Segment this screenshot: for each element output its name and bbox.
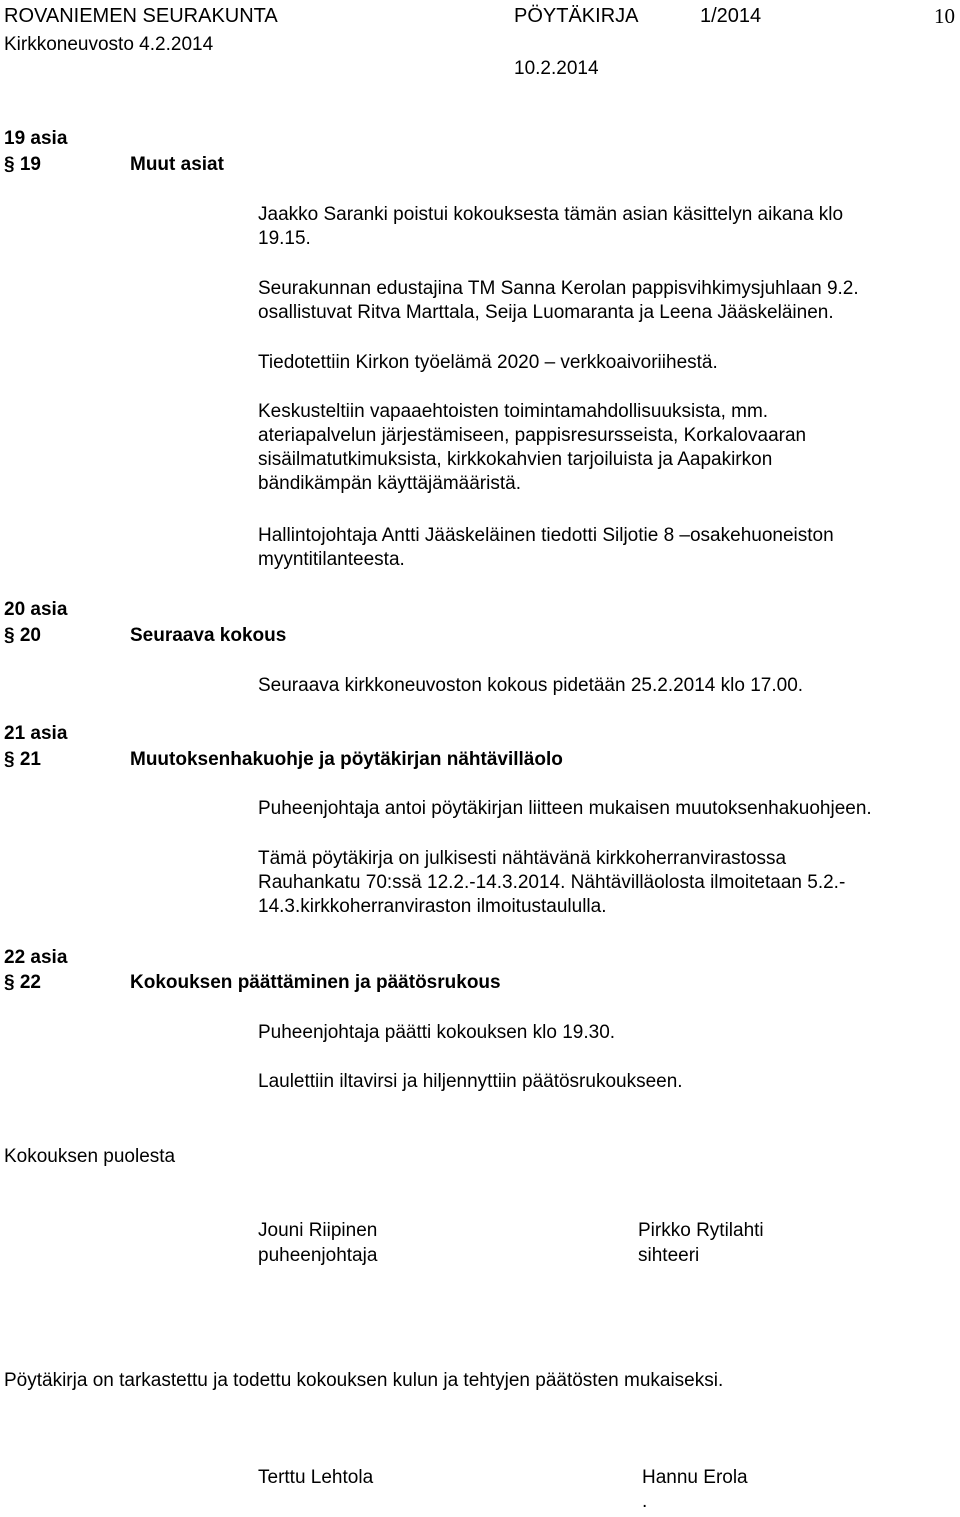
section-22-paragraph (258, 1021, 615, 1045)
verifier2-name: Hannu Erola (642, 1467, 748, 1488)
section-19-title: Muut asiat (130, 154, 224, 175)
section-symbol: § (4, 749, 15, 770)
verification-statement: Pöytäkirja on tarkastettu ja todettu kokouksen kulun ja tehtyjen päätösten mukaiseksi. (4, 1370, 724, 1391)
meeting-body-date: Kirkkoneuvosto 4.2.2014 (4, 34, 214, 55)
text-line: Jaakko Saranki poistui kokouksesta tämän asian käsittelyn aikana klo (258, 204, 844, 225)
text-line: Rauhankatu 70:ssä 12.2.-14.3.2014. Nähtävilläolosta ilmoitetaan 5.2.- (258, 872, 846, 893)
section-21-heading (4, 748, 41, 771)
text-line: Puheenjohtaja antoi pöytäkirjan liitteen mukaisen muutoksenhakuohjeen. (258, 798, 872, 819)
section-19-paragraph (258, 277, 859, 325)
text-line: 14.3.kirkkoherranviraston ilmoitustaululla. (258, 896, 607, 917)
section-number: 22 (19, 972, 41, 993)
section-22-asia: 22 asia (4, 947, 68, 968)
section-symbol: § (4, 972, 15, 993)
text-line: 19.15. (258, 228, 311, 249)
text-line: sisäilmatutkimuksista, kirkkokahvien tarjoiluista ja Aapakirkon (258, 449, 773, 470)
document-date: 10.2.2014 (514, 58, 599, 79)
section-number: 21 (19, 749, 41, 770)
text-line: Hallintojohtaja Antti Jääskeläinen tiedotti Siljotie 8 –osakehuoneiston (258, 525, 834, 546)
page-number: 10 (934, 4, 955, 28)
section-20-title: Seuraava kokous (130, 625, 287, 646)
on-behalf-label: Kokouksen puolesta (4, 1146, 176, 1167)
section-22-paragraph (258, 1070, 683, 1094)
section-19-paragraph (258, 351, 718, 375)
document-number: 1/2014 (700, 5, 762, 27)
section-number: 20 (19, 625, 41, 646)
text-line: osallistuvat Ritva Marttala, Seija Luomaranta ja Leena Jääskeläinen. (258, 302, 834, 323)
text-line: ateriapalvelun järjestämiseen, pappisresursseista, Korkalovaaran (258, 425, 807, 446)
section-19-heading (4, 153, 41, 176)
section-20-heading (4, 624, 41, 647)
text-line: bändikämpän käyttäjämääristä. (258, 473, 521, 494)
text-line: Puheenjohtaja päätti kokouksen klo 19.30. (258, 1022, 616, 1043)
text-line: Laulettiin iltavirsi ja hiljennyttiin päätösrukoukseen. (258, 1071, 683, 1092)
section-symbol: § (4, 625, 15, 646)
section-22-heading (4, 971, 41, 994)
section-symbol: § (4, 154, 15, 175)
section-21-title: Muutoksenhakuohje ja pöytäkirjan nähtävilläolo (130, 749, 563, 770)
text-line: Tämä pöytäkirja on julkisesti nähtävänä kirkkoherranvirastossa (258, 848, 787, 869)
document-type: PÖYTÄKIRJA (514, 5, 639, 27)
signer2-name: Pirkko Rytilahti (638, 1220, 764, 1241)
section-19-paragraph (258, 203, 843, 251)
text-line: Tiedotettiin Kirkon työelämä 2020 – verkkoaivoriihestä. (258, 352, 718, 373)
text-line: Seuraava kirkkoneuvoston kokous pidetään 25.2.2014 klo 17.00. (258, 675, 804, 696)
section-19-asia: 19 asia (4, 128, 68, 149)
text-line: myyntitilanteesta. (258, 549, 405, 570)
section-20-paragraph (258, 674, 803, 698)
verifier2-mark: . (642, 1491, 648, 1512)
section-21-paragraph (258, 847, 845, 919)
section-19-paragraph (258, 524, 834, 572)
organization-name: ROVANIEMEN SEURAKUNTA (4, 5, 278, 27)
text-line: Keskusteltiin vapaaehtoisten toimintamahdollisuuksista, mm. (258, 401, 769, 422)
verifier1-name: Terttu Lehtola (258, 1467, 374, 1488)
text-line: Seurakunnan edustajina TM Sanna Kerolan pappisvihkimysjuhlaan 9.2. (258, 278, 859, 299)
section-19-paragraph (258, 400, 806, 496)
section-number: 19 (19, 154, 41, 175)
signer1-role: puheenjohtaja (258, 1245, 378, 1266)
signer2-role: sihteeri (638, 1245, 700, 1266)
section-20-asia: 20 asia (4, 599, 68, 620)
signer1-name: Jouni Riipinen (258, 1220, 378, 1241)
section-22-title: Kokouksen päättäminen ja päätösrukous (130, 972, 501, 993)
section-21-asia: 21 asia (4, 723, 68, 744)
section-21-paragraph (258, 797, 872, 821)
